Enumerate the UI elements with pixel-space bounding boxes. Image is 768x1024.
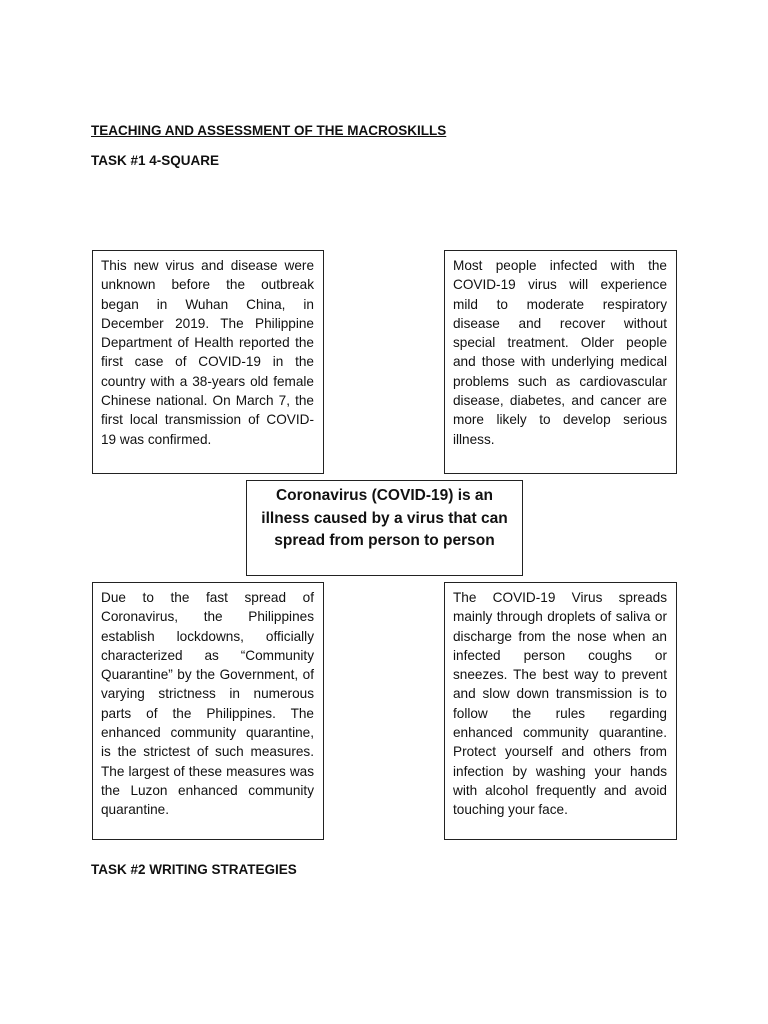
four-square-top-left-box: This new virus and disease were unknown before the outbreak began in Wuhan China, in December 2019. The Philippine Department of Health reported the first case of COVID-19 in the country with a 38-years old female Chinese national. On March 7, the first local transmission of COVID-19 was confirmed. (92, 250, 324, 474)
document-title: TEACHING AND ASSESSMENT OF THE MACROSKILLS (91, 123, 447, 138)
four-square-top-right-box: Most people infected with the COVID-19 virus will experience mild to moderate respiratory disease and recover without special treatment. Older people and those with underlying medical problems such as cardiovascular disease, diabetes, and cancer are more likely to develop serious illness. (444, 250, 677, 474)
four-square-bottom-right-box: The COVID-19 Virus spreads mainly through droplets of saliva or discharge from the nose when an infected person coughs or sneezes. The best way to prevent and slow down transmission is to follow the rules regarding enhanced community quarantine. Protect yourself and others from infection by washing your hands with alcohol frequently and avoid touching your face. (444, 582, 677, 840)
task1-heading: TASK #1 4-SQUARE (91, 153, 220, 168)
task2-heading: TASK #2 WRITING STRATEGIES (91, 862, 297, 877)
four-square-center-box: Coronavirus (COVID-19) is an illness caused by a virus that can spread from person to person (246, 480, 523, 576)
four-square-bottom-left-box: Due to the fast spread of Coronavirus, the Philippines establish lockdowns, officially characterized as “Community Quarantine” by the Government, of varying strictness in numerous parts of the Philippines. The enhanced community quarantine, is the strictest of such measures. The largest of these measures was the Luzon enhanced community quarantine. (92, 582, 324, 840)
